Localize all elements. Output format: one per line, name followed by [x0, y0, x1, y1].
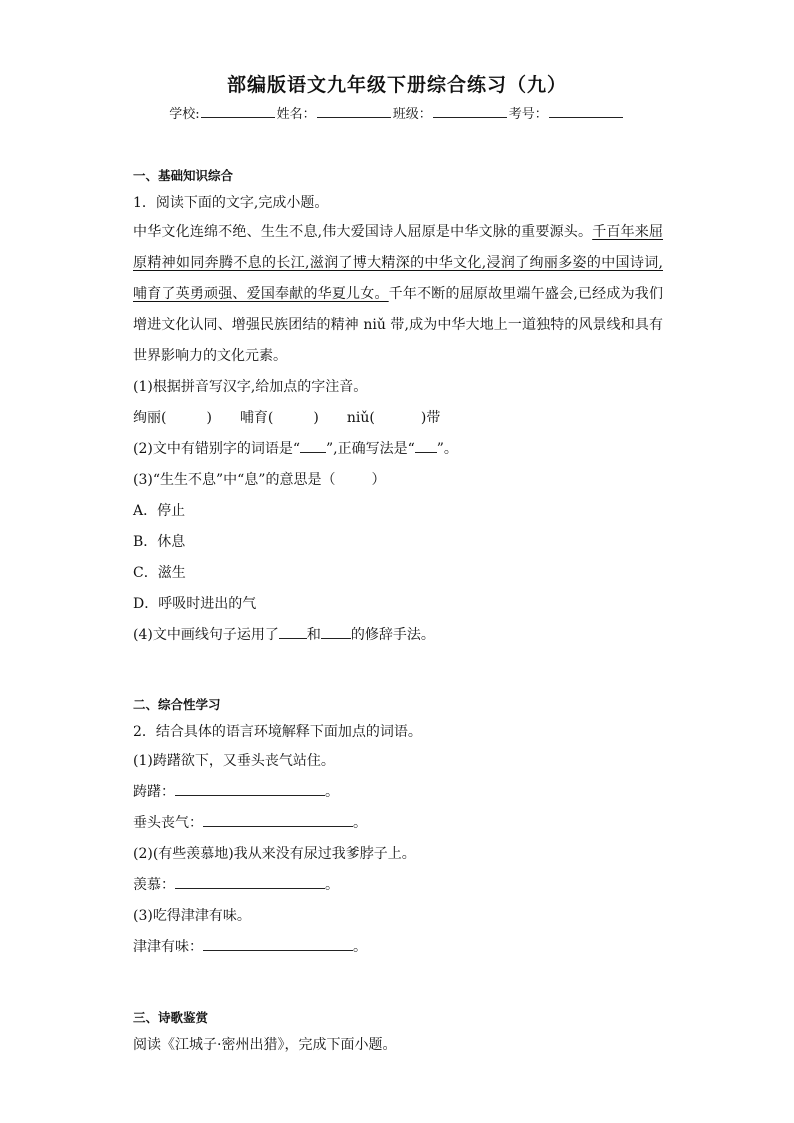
- word-label: 踌躇：: [133, 784, 175, 800]
- underlined-sentence: 千百年来屈原精神如同奔腾不息的长江,滋润了博大精深的中华文化,浸润了绚丽多姿的中国诗词,哺育了英勇顽强、爱国奉献的华夏儿女。: [133, 224, 664, 302]
- word-explanation-row: [133, 808, 663, 839]
- sub-question-text: (2)文中有错别字的词语是“: [133, 441, 300, 457]
- period: 。: [325, 877, 339, 893]
- sentence: (2)(有些羡慕地)我从来没有尿过我爹脖子上。: [133, 846, 416, 862]
- question-stem: 阅读《江城子·密州出猎》，完成下面小题。: [133, 1037, 397, 1053]
- section-comprehensive-learning: [133, 692, 663, 963]
- period: 。: [353, 815, 367, 831]
- sentence: (1)踌躇欲下，又垂头丧气站住。: [133, 753, 335, 769]
- school-blank[interactable]: [201, 105, 275, 118]
- pinyin-item-label: 绚丽(: [133, 410, 167, 426]
- answer-blank[interactable]: [175, 781, 325, 796]
- section-poetry-appreciation: [133, 1005, 663, 1059]
- name-label: 姓名：: [276, 107, 316, 122]
- name-blank[interactable]: [317, 105, 391, 118]
- student-info-line: [0, 103, 794, 122]
- word-explanation-row: [133, 777, 663, 808]
- pinyin-item-close: ): [206, 410, 212, 426]
- section-heading: 二、综合性学习: [133, 697, 221, 712]
- exam-no-label: 考号：: [508, 107, 548, 122]
- sub-question-text: 和: [306, 627, 321, 643]
- answer-blank[interactable]: [415, 438, 437, 453]
- option-d[interactable]: D．呼吸时进出的气: [133, 596, 257, 612]
- period: 。: [325, 784, 339, 800]
- pinyin-item-label: 哺育(: [239, 410, 274, 426]
- question-stem: 2．结合具体的语言环境解释下面加点的词语。: [133, 724, 422, 740]
- sub-question-text: ”。: [436, 441, 458, 457]
- page-title: 部编版语文九年级下册综合练习（九）: [226, 74, 567, 96]
- section-heading: 三、诗歌鉴赏: [133, 1010, 209, 1025]
- sub-question: [133, 620, 663, 651]
- reading-passage: [133, 217, 663, 372]
- word-label: 垂头丧气：: [133, 815, 203, 831]
- class-blank[interactable]: [433, 105, 507, 118]
- word-label: 羡慕：: [133, 877, 175, 893]
- word-explanation-row: [133, 932, 663, 963]
- pinyin-item-label: niǔ(: [346, 410, 375, 426]
- class-label: 班级：: [392, 107, 432, 122]
- sub-question-text: (3)“生生不息”中“息”的意思是（: [133, 472, 336, 488]
- exam-no-blank[interactable]: [549, 105, 623, 118]
- answer-blank[interactable]: [203, 936, 353, 951]
- sub-question-text: 的修辞手法。: [350, 627, 435, 643]
- sentence: (3)吃得津津有味。: [133, 908, 251, 924]
- option-a[interactable]: A．停止: [133, 503, 186, 519]
- sub-question: (1)根据拼音写汉字,给加点的字注音。: [133, 379, 368, 395]
- answer-blank[interactable]: [300, 438, 326, 453]
- section-basic-knowledge: [133, 163, 663, 651]
- answer-blank[interactable]: [175, 874, 325, 889]
- pinyin-row: [133, 403, 663, 434]
- sub-question-text: ”,正确写法是“: [326, 441, 415, 457]
- answer-blank[interactable]: [279, 624, 307, 639]
- section-heading: 一、基础知识综合: [133, 168, 234, 183]
- answer-blank[interactable]: [321, 624, 351, 639]
- sub-question-text: ）: [371, 472, 386, 488]
- school-label: 学校:: [169, 107, 200, 122]
- question-stem: 1．阅读下面的文字,完成小题。: [133, 195, 329, 211]
- pinyin-item-close: ): [313, 410, 319, 426]
- sub-question: [133, 465, 663, 496]
- passage-text: 中华文化连绵不绝、生生不息,伟大爱国诗人屈原是中华文脉的重要源头。: [133, 224, 593, 240]
- option-c[interactable]: C．滋生: [133, 565, 186, 581]
- word-explanation-row: [133, 870, 663, 901]
- period: 。: [353, 939, 367, 955]
- answer-blank[interactable]: [203, 812, 353, 827]
- option-b[interactable]: B．休息: [133, 534, 186, 550]
- passage-text: 千年不断的屈原故里端午盛会,已经成为我们增进文化认同、增强民族团结的精神 niǔ 带,成为中华大地上一道独特的风景线和具有世界影响力的文化元素。: [133, 286, 663, 364]
- sub-question: [133, 434, 663, 465]
- pinyin-item-close: )带: [420, 410, 441, 426]
- sub-question-text: (4)文中画线句子运用了: [133, 627, 279, 643]
- word-label: 津津有味：: [133, 939, 203, 955]
